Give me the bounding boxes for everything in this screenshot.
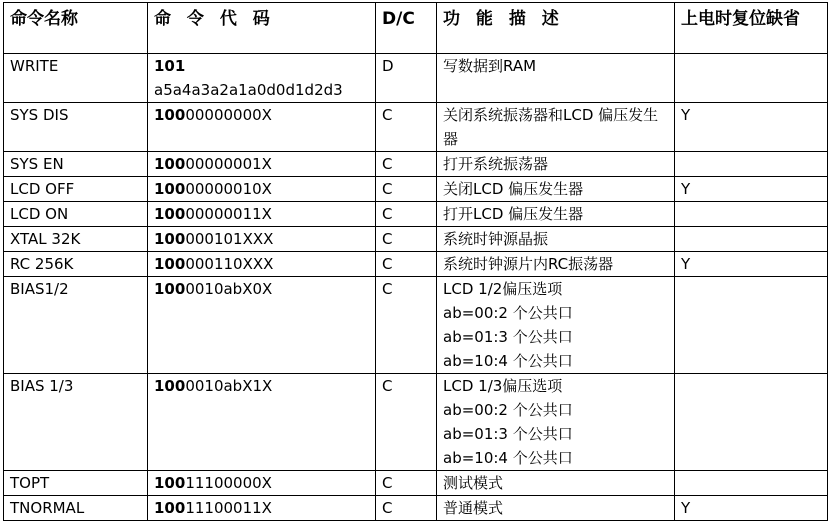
command-code-prefix: 100 bbox=[154, 474, 186, 492]
reset-default-cell bbox=[675, 374, 828, 471]
command-code-cell bbox=[148, 471, 376, 496]
dc-cell: C bbox=[376, 277, 437, 374]
description-cell bbox=[437, 374, 675, 471]
header-command-name: 命令名称 bbox=[4, 3, 148, 54]
command-name-cell: TNORMAL bbox=[4, 496, 148, 521]
description-line: ab=00:2 个公共口 bbox=[443, 401, 573, 419]
table-row bbox=[4, 277, 828, 374]
reset-default-cell bbox=[675, 227, 828, 252]
description-line: 写数据到RAM bbox=[443, 57, 537, 75]
command-code-cell bbox=[148, 496, 376, 521]
command-code-cell bbox=[148, 277, 376, 374]
description-cell bbox=[437, 177, 675, 202]
reset-default-cell bbox=[675, 202, 828, 227]
dc-cell: C bbox=[376, 496, 437, 521]
dc-cell: C bbox=[376, 152, 437, 177]
command-code-rest: 00000011X bbox=[185, 205, 272, 223]
table-row bbox=[4, 374, 828, 471]
description-cell bbox=[437, 227, 675, 252]
table-row bbox=[4, 103, 828, 152]
description-line: 打开LCD 偏压发生器 bbox=[443, 205, 584, 223]
description-cell bbox=[437, 496, 675, 521]
command-code-prefix: 100 bbox=[154, 230, 186, 248]
reset-default-cell: Y bbox=[675, 496, 828, 521]
dc-cell: C bbox=[376, 103, 437, 152]
table-row bbox=[4, 496, 828, 521]
command-name-cell: SYS EN bbox=[4, 152, 148, 177]
command-name-cell: XTAL 32K bbox=[4, 227, 148, 252]
description-line: 关闭系统振荡器和LCD 偏压发生器 bbox=[443, 106, 659, 148]
header-row bbox=[4, 3, 828, 54]
command-code-prefix: 100 bbox=[154, 106, 186, 124]
command-code-prefix: 100 bbox=[154, 280, 186, 298]
reset-default-cell bbox=[675, 471, 828, 496]
dc-cell: C bbox=[376, 374, 437, 471]
command-code-cell bbox=[148, 54, 376, 103]
reset-default-cell bbox=[675, 54, 828, 103]
command-code-rest: 00000001X bbox=[185, 155, 272, 173]
command-code-cell bbox=[148, 252, 376, 277]
command-code-rest: 00000000X bbox=[185, 106, 272, 124]
description-line: 测试模式 bbox=[443, 474, 504, 492]
command-code-prefix: 100 bbox=[154, 180, 186, 198]
command-code-rest: 0010abX0X bbox=[185, 280, 273, 298]
command-name-cell: SYS DIS bbox=[4, 103, 148, 152]
header-description: 功 能 描 述 bbox=[437, 3, 675, 54]
description-cell bbox=[437, 471, 675, 496]
description-line: ab=00:2 个公共口 bbox=[443, 304, 573, 322]
header-command-code: 命 令 代 码 bbox=[148, 3, 376, 54]
dc-cell: C bbox=[376, 252, 437, 277]
reset-default-cell bbox=[675, 152, 828, 177]
table-row bbox=[4, 227, 828, 252]
command-name-cell: BIAS 1/3 bbox=[4, 374, 148, 471]
description-cell bbox=[437, 202, 675, 227]
description-line: 系统时钟源晶振 bbox=[443, 230, 549, 248]
description-line: 关闭LCD 偏压发生器 bbox=[443, 180, 584, 198]
command-name-cell: WRITE bbox=[4, 54, 148, 103]
description-line: ab=01:3 个公共口 bbox=[443, 425, 573, 443]
reset-default-cell: Y bbox=[675, 103, 828, 152]
table-body bbox=[4, 54, 828, 521]
description-line: ab=10:4 个公共口 bbox=[443, 449, 573, 467]
dc-cell: C bbox=[376, 227, 437, 252]
description-line: LCD 1/3偏压选项 bbox=[443, 377, 563, 395]
command-code-rest: 000110XXX bbox=[185, 255, 274, 273]
command-code-cell bbox=[148, 227, 376, 252]
description-line: 系统时钟源片内RC振荡器 bbox=[443, 255, 614, 273]
dc-cell: C bbox=[376, 202, 437, 227]
table-row bbox=[4, 471, 828, 496]
description-line: ab=01:3 个公共口 bbox=[443, 328, 573, 346]
description-cell bbox=[437, 252, 675, 277]
command-code-rest: 0010abX1X bbox=[185, 377, 273, 395]
command-code-rest: 11100011X bbox=[185, 499, 272, 517]
command-code-rest: 11100000X bbox=[185, 474, 272, 492]
table-row bbox=[4, 252, 828, 277]
description-line: LCD 1/2偏压选项 bbox=[443, 280, 563, 298]
command-code-cell bbox=[148, 152, 376, 177]
description-cell bbox=[437, 152, 675, 177]
description-line: 普通模式 bbox=[443, 499, 504, 517]
command-code-prefix: 100 bbox=[154, 155, 186, 173]
description-cell bbox=[437, 54, 675, 103]
description-cell bbox=[437, 277, 675, 374]
command-code-prefix: 101 bbox=[154, 57, 186, 75]
dc-cell: C bbox=[376, 177, 437, 202]
reset-default-cell: Y bbox=[675, 252, 828, 277]
command-code-rest: 000101XXX bbox=[185, 230, 274, 248]
command-name-cell: RC 256K bbox=[4, 252, 148, 277]
command-code-rest: 00000010X bbox=[185, 180, 272, 198]
table-row bbox=[4, 177, 828, 202]
table-row bbox=[4, 202, 828, 227]
table-row bbox=[4, 152, 828, 177]
command-code-cell bbox=[148, 177, 376, 202]
command-name-cell: TOPT bbox=[4, 471, 148, 496]
command-code-prefix: 100 bbox=[154, 377, 186, 395]
dc-cell: D bbox=[376, 54, 437, 103]
command-code-cell bbox=[148, 103, 376, 152]
description-line: 打开系统振荡器 bbox=[443, 155, 549, 173]
command-code-prefix: 100 bbox=[154, 255, 186, 273]
header-reset-default: 上电时复位缺省 bbox=[675, 3, 828, 54]
header-dc: D/C bbox=[376, 3, 437, 54]
dc-cell: C bbox=[376, 471, 437, 496]
command-code-address: a5a4a3a2a1a0d0d1d2d3 bbox=[154, 81, 343, 99]
table-row bbox=[4, 54, 828, 103]
command-code-cell bbox=[148, 374, 376, 471]
command-name-cell: BIAS1/2 bbox=[4, 277, 148, 374]
command-code-prefix: 100 bbox=[154, 205, 186, 223]
command-table bbox=[3, 2, 828, 521]
description-line: ab=10:4 个公共口 bbox=[443, 352, 573, 370]
command-code-prefix: 100 bbox=[154, 499, 186, 517]
command-name-cell: LCD OFF bbox=[4, 177, 148, 202]
command-name-cell: LCD ON bbox=[4, 202, 148, 227]
reset-default-cell: Y bbox=[675, 177, 828, 202]
command-code-cell bbox=[148, 202, 376, 227]
description-cell bbox=[437, 103, 675, 152]
reset-default-cell bbox=[675, 277, 828, 374]
